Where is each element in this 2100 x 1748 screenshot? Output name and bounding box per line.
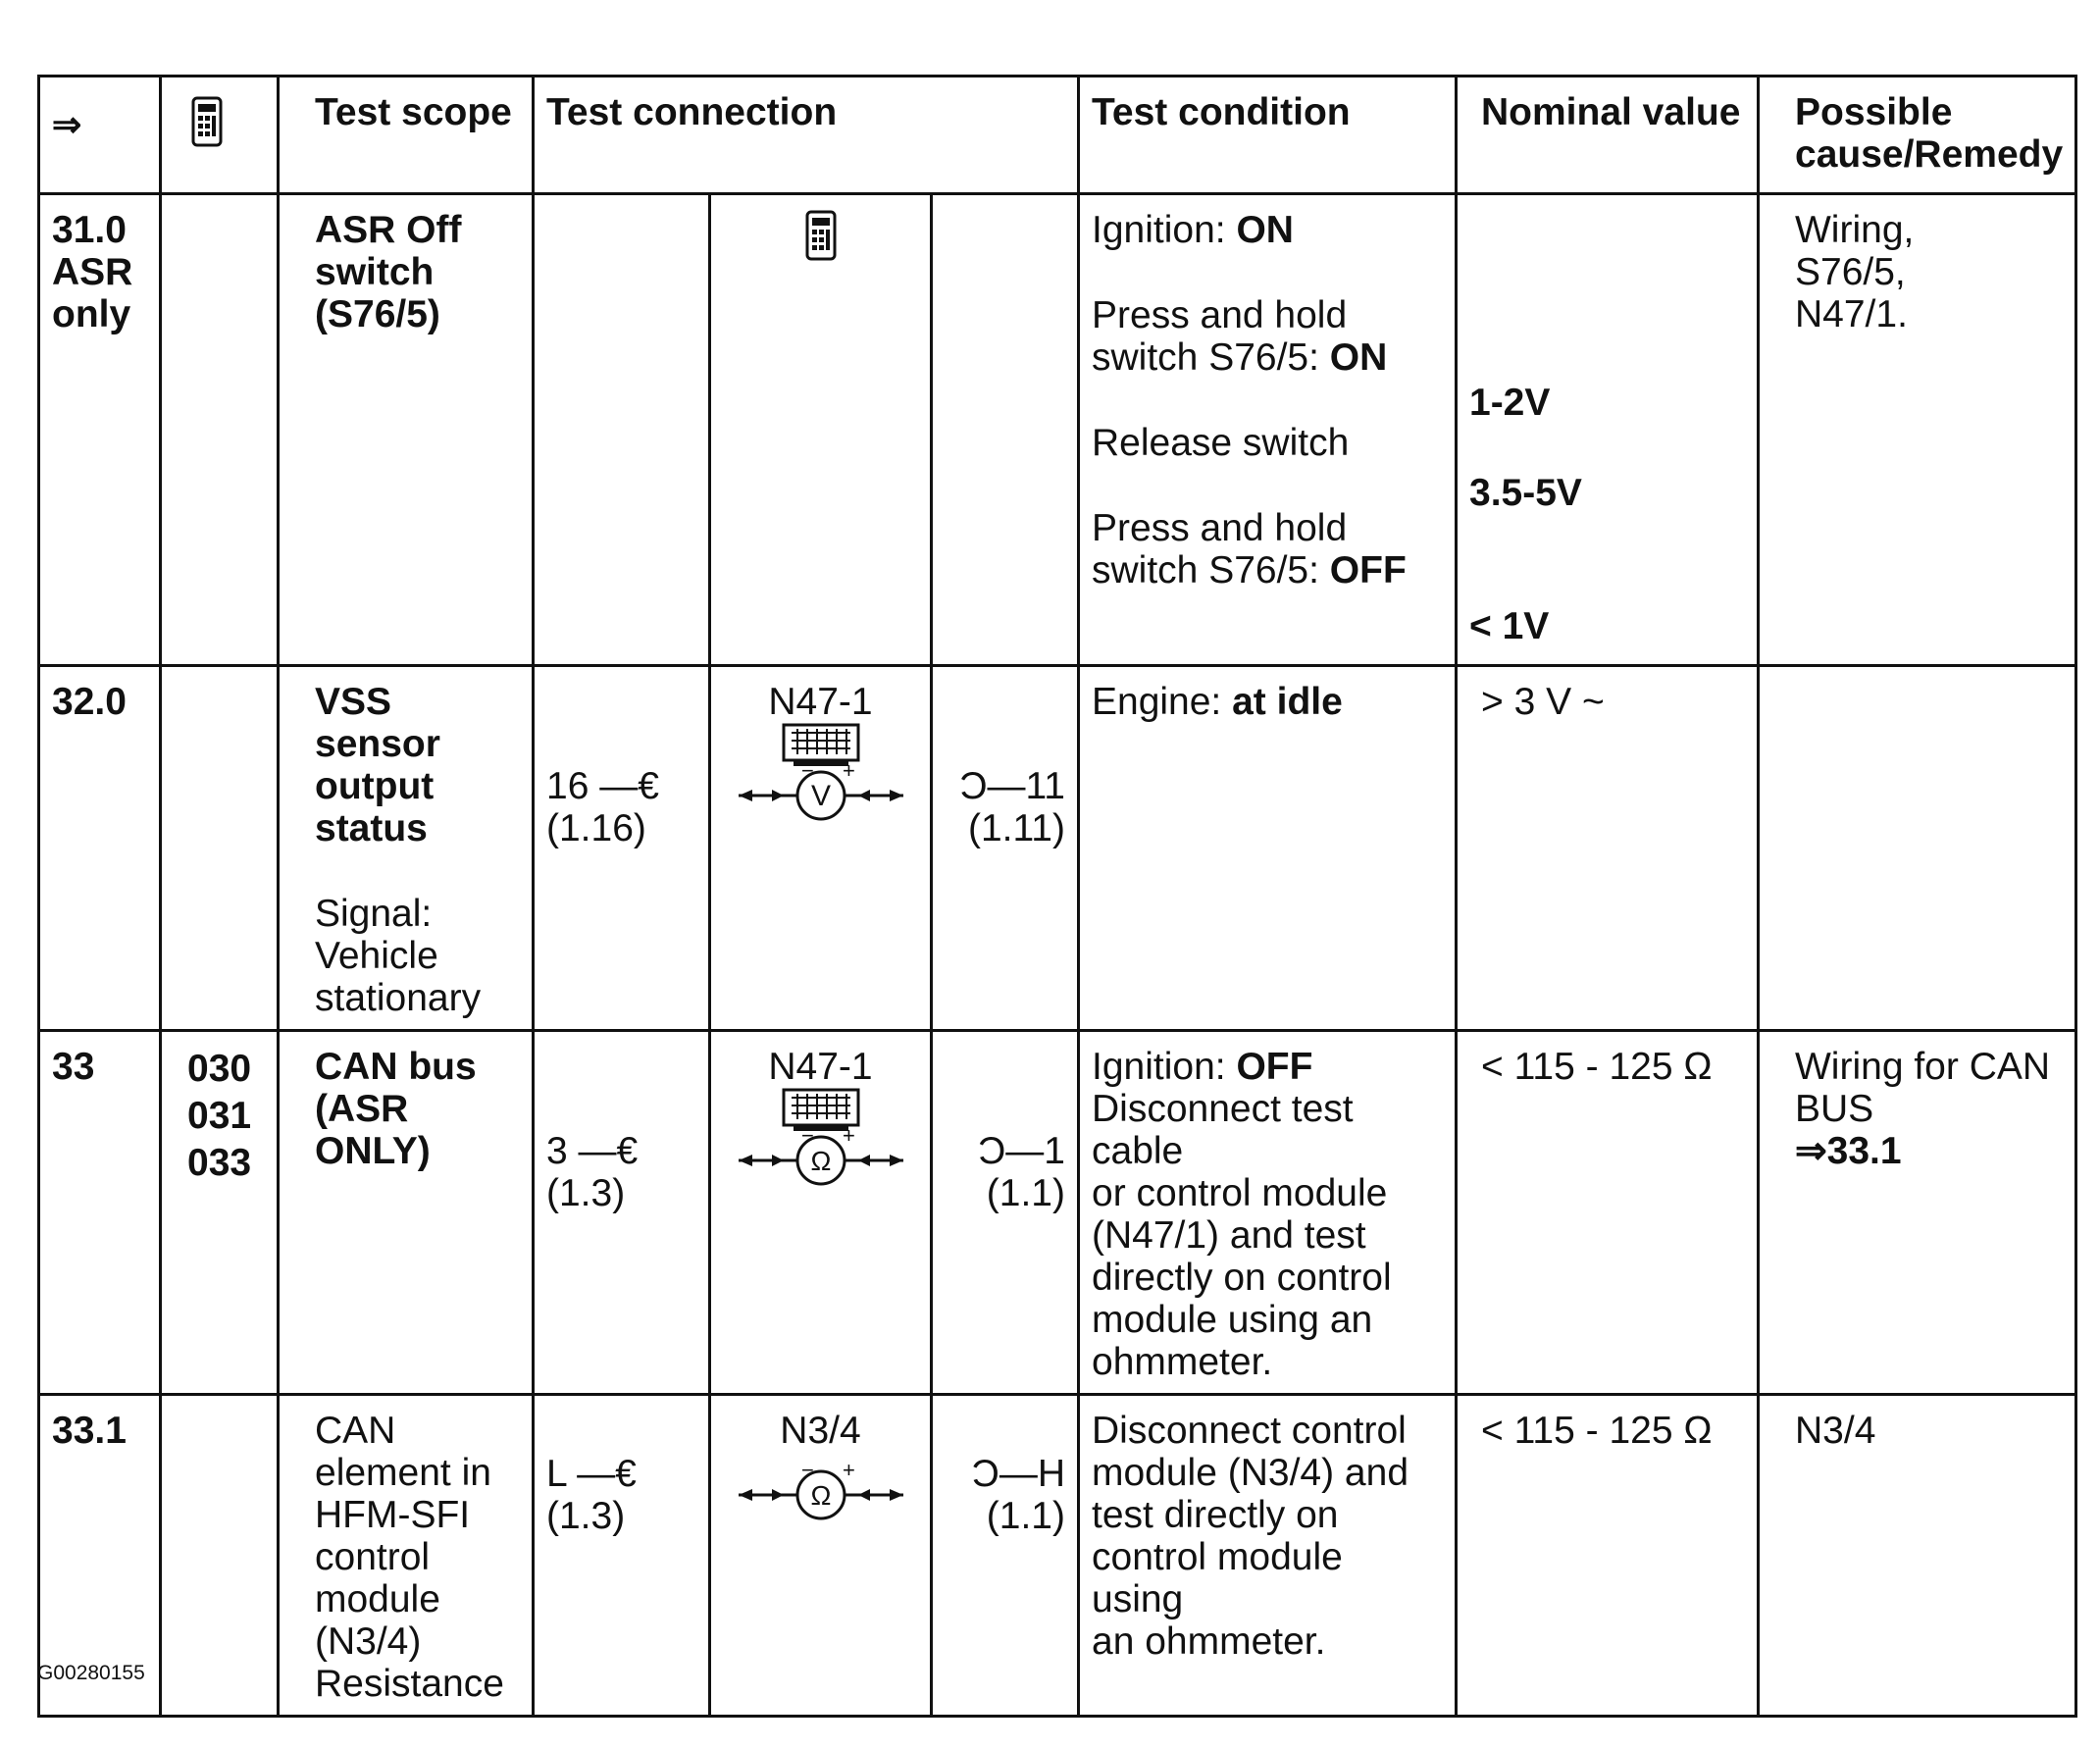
svg-text:Ω: Ω [810, 1146, 831, 1176]
svg-text:+: + [842, 1123, 855, 1148]
tester-icon [162, 77, 277, 158]
arrow-header: ⇒ [52, 104, 82, 144]
socket-left-icon: —€ [599, 765, 659, 807]
svg-text:−: − [800, 1458, 814, 1482]
possible-cause-header [1760, 77, 2074, 185]
socket-left-icon: —€ [578, 1130, 639, 1172]
possible-cause-line-2: cause/Remedy [1795, 133, 2064, 176]
test-connection-header: Test connection [546, 91, 838, 133]
socket-right-icon: Ɔ— [971, 1453, 1038, 1495]
left-pin: L —€ (1.3) [546, 1453, 637, 1537]
nominal-value: > 3 V ~ [1481, 681, 1605, 723]
test-condition-header: Test condition [1092, 91, 1351, 133]
socket-right-icon: Ɔ— [959, 765, 1026, 807]
table-row-32-0 [39, 666, 2076, 1031]
test-scope: CAN element in HFM-SFI control module (N3/4) Resistance [315, 1410, 504, 1705]
header-row [39, 77, 2076, 194]
test-condition: Engine: at idle [1092, 681, 1343, 723]
svg-text:−: − [800, 758, 814, 783]
table-row-33 [39, 1031, 2076, 1395]
right-pin: Ɔ—H (1.1) [971, 1453, 1065, 1537]
tester-icon [711, 195, 930, 272]
module-label: N47-1 [768, 1046, 873, 1088]
possible-cause: Wiring, S76/5, N47/1. [1795, 209, 1915, 335]
left-pin: 16 —€ (1.16) [546, 765, 659, 849]
svg-text:+: + [842, 758, 855, 783]
test-scope: CAN bus (ASR ONLY) [315, 1046, 477, 1172]
step-number: 32.0 [52, 681, 127, 723]
possible-cause: Wiring for CAN BUS ⇒33.1 [1795, 1046, 2051, 1172]
socket-right-icon: Ɔ— [978, 1130, 1045, 1172]
left-pin: 3 —€ (1.3) [546, 1130, 639, 1214]
nominal-value-header: Nominal value [1481, 91, 1741, 133]
step-number: 33 [52, 1046, 95, 1088]
test-scope: VSS sensor output status Signal: Vehicle stationary [315, 681, 482, 1019]
ohmmeter-diagram [711, 1032, 930, 1206]
voltmeter-diagram [711, 667, 930, 841]
figure-code: G00280155 [37, 1662, 145, 1684]
svg-text:+: + [842, 1458, 855, 1482]
socket-left-icon: —€ [577, 1453, 637, 1495]
right-pin: Ɔ—1 (1.1) [978, 1130, 1065, 1214]
ohmmeter-icon [733, 1088, 909, 1196]
fault-codes: 030 031 033 [187, 1048, 252, 1184]
right-pin: Ɔ—11 (1.11) [959, 765, 1065, 849]
ohmmeter-icon [733, 1452, 909, 1520]
step-number: 33.1 [52, 1410, 127, 1452]
table-row-33-1 [39, 1395, 2076, 1717]
table-row-31-0 [39, 194, 2076, 666]
test-table [37, 75, 2077, 1718]
module-label: N47-1 [768, 681, 873, 723]
test-condition: Ignition: ON Press and hold switch S76/5: ON Release switch Press and hold switch S76/5: OFF [1092, 209, 1407, 591]
module-label: N3/4 [780, 1410, 861, 1452]
test-condition: Disconnect control module (N3/4) and test directly on control module using an ohmmeter. [1092, 1410, 1409, 1663]
step-number: 31.0 ASR only [52, 209, 133, 335]
nominal-value: < 115 - 125 Ω [1481, 1410, 1713, 1452]
nominal-value: 1-2V 3.5-5V < 1V [1469, 382, 1582, 647]
svg-text:V: V [810, 780, 831, 812]
test-scope: ASR Off switch (S76/5) [315, 209, 462, 335]
svg-text:Ω: Ω [810, 1480, 831, 1511]
ohmmeter-diagram [711, 1396, 930, 1530]
voltmeter-icon [733, 723, 909, 831]
test-scope-header: Test scope [315, 91, 512, 133]
possible-cause: N3/4 [1795, 1410, 1876, 1452]
nominal-value: < 115 - 125 Ω [1481, 1046, 1713, 1088]
svg-text:−: − [800, 1123, 814, 1148]
possible-cause-line-1: Possible [1795, 91, 1953, 133]
test-condition: Ignition: OFF Disconnect test cable or control module (N47/1) and test directly on control module using an ohmmeter. [1092, 1046, 1392, 1383]
